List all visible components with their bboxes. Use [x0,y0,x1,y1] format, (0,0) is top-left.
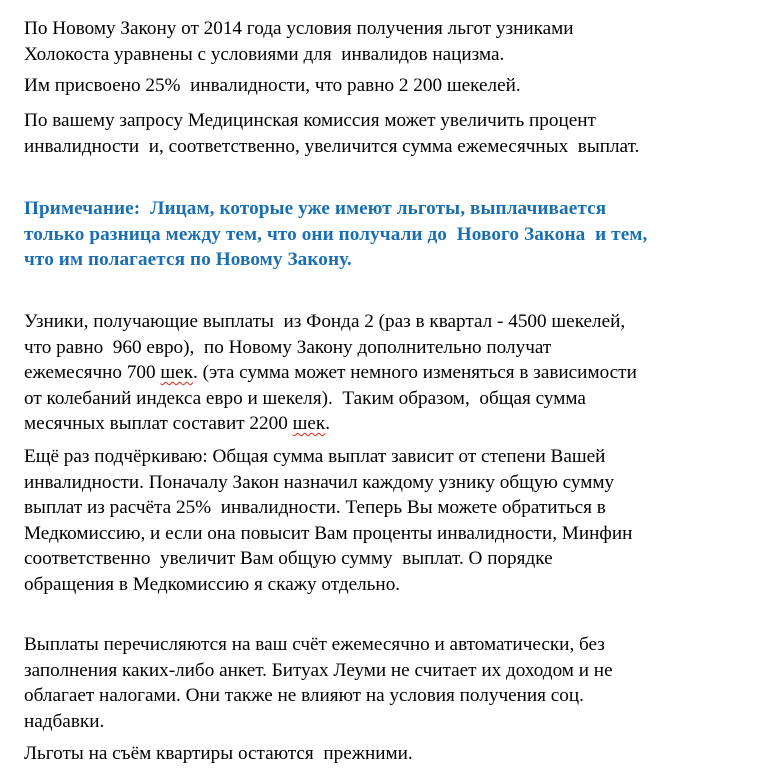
paragraph-medical-commission [24,108,759,159]
text-line: Медкомиссию, и если она повысит Вам проценты инвалидности, Минфин [24,522,633,544]
text-line: от колебаний индекса евро и шекеля). Таким образом, общая сумма [24,387,586,409]
paragraph-payments [24,632,759,734]
text-line: соответственно увеличит Вам общую сумму выплат. О порядке [24,548,553,569]
text-line: По Новому Закону от 2014 года условия получения льгот узниками [24,18,574,39]
text-line: По вашему запросу Медицинская комиссия может увеличить процент [24,110,596,131]
paragraph-rent-benefits [24,741,759,767]
text-line: заполнения каких-либо анкет. Битуах Леуми не считает их доходом и не [24,659,613,681]
text-line [24,360,759,386]
text-segment: . (эта сумма может немного изменяться в зависимости [193,362,637,383]
text-line: выплат из расчёта 25% инвалидности. Теперь Вы можете обратиться в [24,497,606,518]
paragraph-fund-2 [24,309,759,437]
text-line: облагает налогами. Они также не влияют на условия получения соц. [24,685,584,706]
text-line: только разница между тем, что они получали до Нового Закона и тем, [24,223,648,245]
spellcheck-marked-word: шек [160,362,194,383]
text-line: Льготы на съём квартиры остаются прежними. [24,743,413,764]
text-line: инвалидности и, соответственно, увеличится сумма ежемесячных выплат. [24,135,640,157]
paragraph-disability-percent [24,73,759,99]
text-line: инвалидности. Поначалу Закон назначил каждому узнику общую сумму [24,471,615,493]
text-line: Примечание: Лицам, которые уже имеют льготы, выплачивается [24,198,607,219]
text-line: что им полагается по Новому Закону. [24,249,352,270]
paragraph-emphasis [24,444,759,597]
text-line: Им присвоено 25% инвалидности, что равно 2 200 шекелей. [24,75,521,96]
spellcheck-marked-word: шек [292,413,326,434]
text-segment: ежемесячно 700 [24,362,161,383]
text-line: надбавки. [24,710,105,732]
text-line: Выплаты перечисляются на ваш счёт ежемесячно и автоматически, без [24,634,605,655]
text-segment: месячных выплат составит 2200 [24,413,293,434]
text-line: Ещё раз подчёркиваю: Общая сумма выплат зависит от степени Вашей [24,446,606,467]
text-segment: . [325,413,331,434]
text-line: обращения в Медкомиссию я скажу отдельно. [24,573,401,595]
paragraph-note [24,196,759,273]
text-line: что равно 960 евро), по Новому Закону дополнительно получат [24,336,552,358]
text-line: Холокоста уравнены с условиями для инвалидов нацизма. [24,43,505,65]
text-line: Узники, получающие выплаты из Фонда 2 (раз в квартал - 4500 шекелей, [24,311,626,332]
paragraph-new-law [24,16,759,67]
text-line [24,411,759,437]
